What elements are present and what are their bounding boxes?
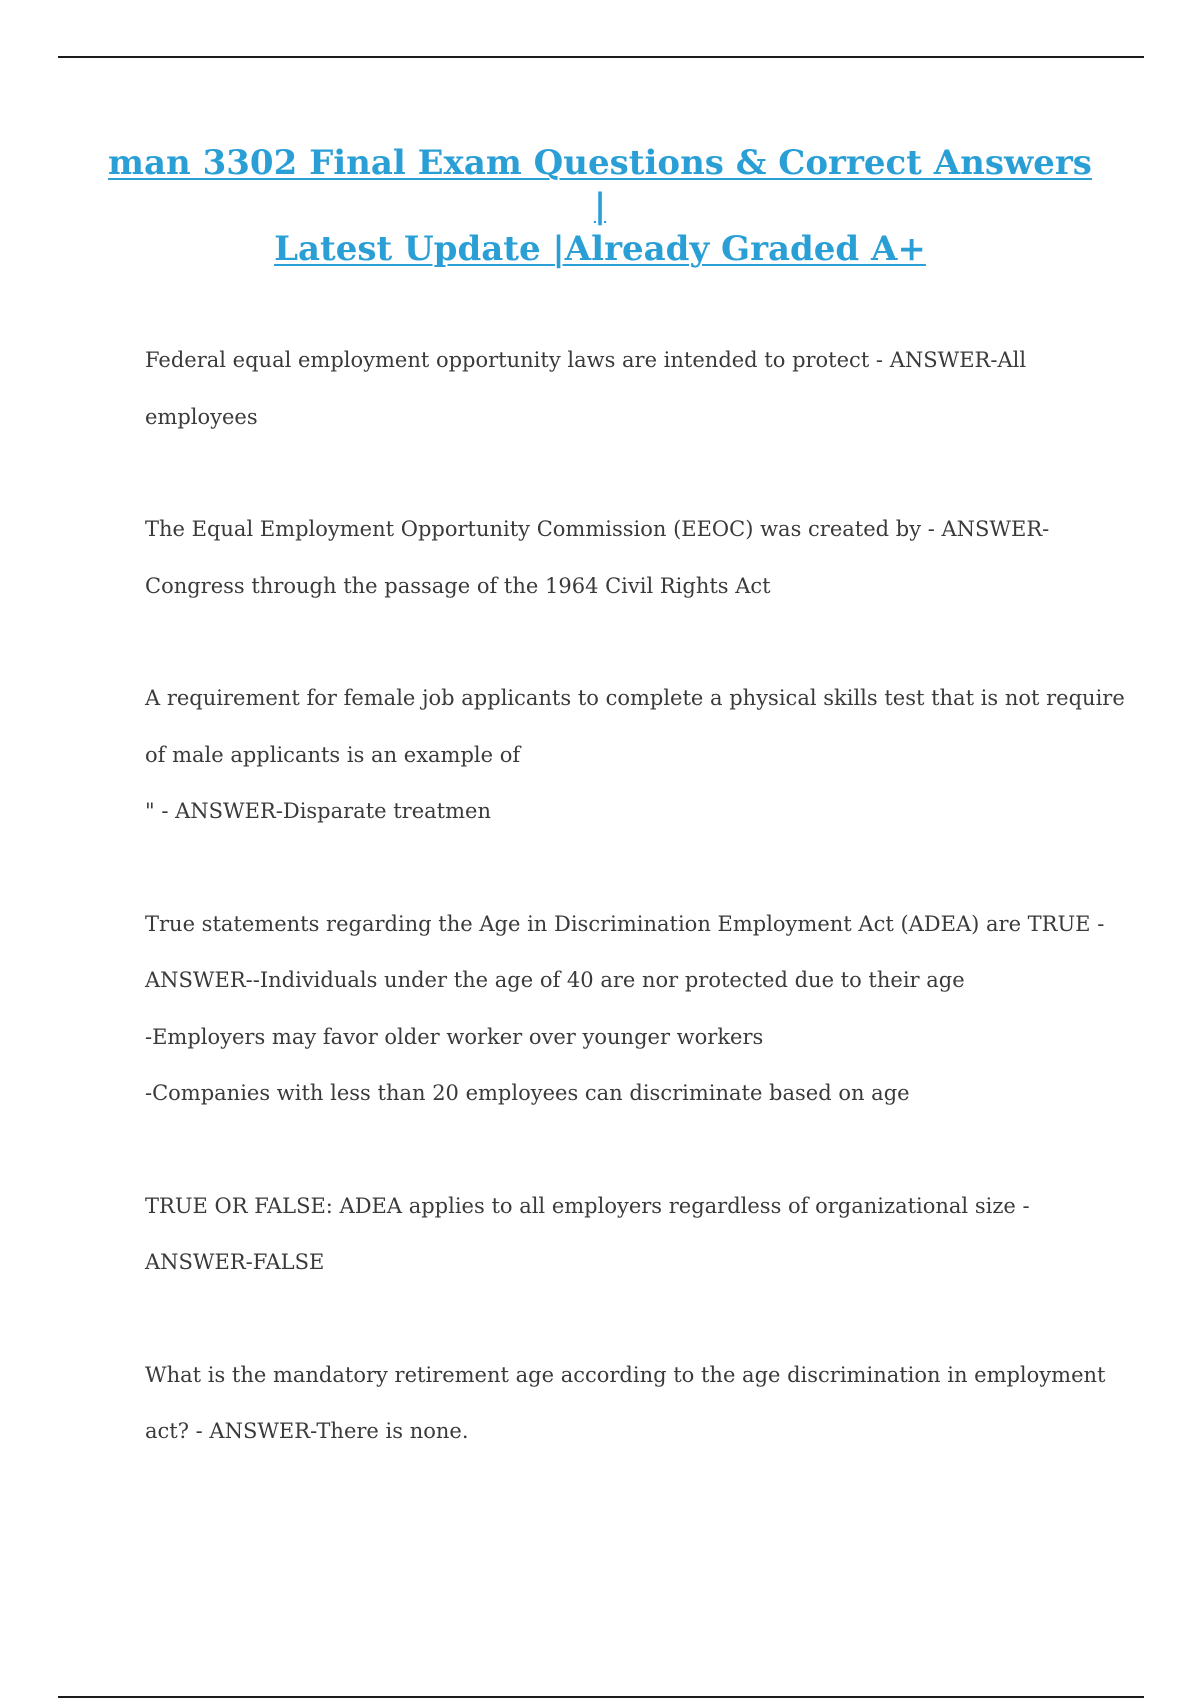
qa-item-3 bbox=[145, 670, 1125, 840]
qa-line: ANSWER--Individuals under the age of 40 are nor protected due to their age bbox=[145, 968, 965, 992]
qa-line: True statements regarding the Age in Discrimination Employment Act (ADEA) are TRUE - bbox=[145, 911, 1105, 936]
qa-item-5 bbox=[145, 1178, 1105, 1291]
qa-line: -Companies with less than 20 employees can discriminate based on age bbox=[145, 1081, 910, 1105]
title-line-1[interactable]: man 3302 Final Exam Questions & Correct Answers | bbox=[108, 143, 1092, 226]
qa-item-6 bbox=[145, 1347, 1105, 1460]
qa-item-1 bbox=[145, 332, 1105, 445]
qa-line: ANSWER-FALSE bbox=[145, 1250, 325, 1274]
qa-line: TRUE OR FALSE: ADEA applies to all employers regardless of organizational size - bbox=[145, 1193, 1030, 1218]
header-rule bbox=[58, 56, 1144, 58]
qa-line: What is the mandatory retirement age according to the age discrimination in employment bbox=[145, 1362, 1106, 1387]
qa-line: Federal equal employment opportunity laws are intended to protect - ANSWER-All bbox=[145, 348, 1027, 372]
qa-line: -Employers may favor older worker over younger workers bbox=[145, 1024, 764, 1049]
footer-rule bbox=[58, 1696, 1144, 1698]
qa-line: of male applicants is an example of bbox=[145, 742, 521, 767]
qa-line: The Equal Employment Opportunity Commission (EEOC) was created by - ANSWER- bbox=[145, 517, 1050, 541]
qa-item-2 bbox=[145, 501, 1105, 614]
qa-line: A requirement for female job applicants to complete a physical skills test that is not require bbox=[145, 686, 1125, 710]
qa-line: Congress through the passage of the 1964 Civil Rights Act bbox=[145, 573, 771, 598]
qa-line: employees bbox=[145, 404, 258, 429]
title-line-2[interactable]: Latest Update |Already Graded A+ bbox=[274, 229, 926, 269]
qa-list bbox=[145, 332, 1125, 1516]
qa-item-4 bbox=[145, 896, 1105, 1122]
qa-line: act? - ANSWER-There is none. bbox=[145, 1419, 469, 1443]
qa-line: " - ANSWER-Disparate treatmen bbox=[145, 799, 491, 823]
document-title[interactable] bbox=[100, 142, 1100, 271]
